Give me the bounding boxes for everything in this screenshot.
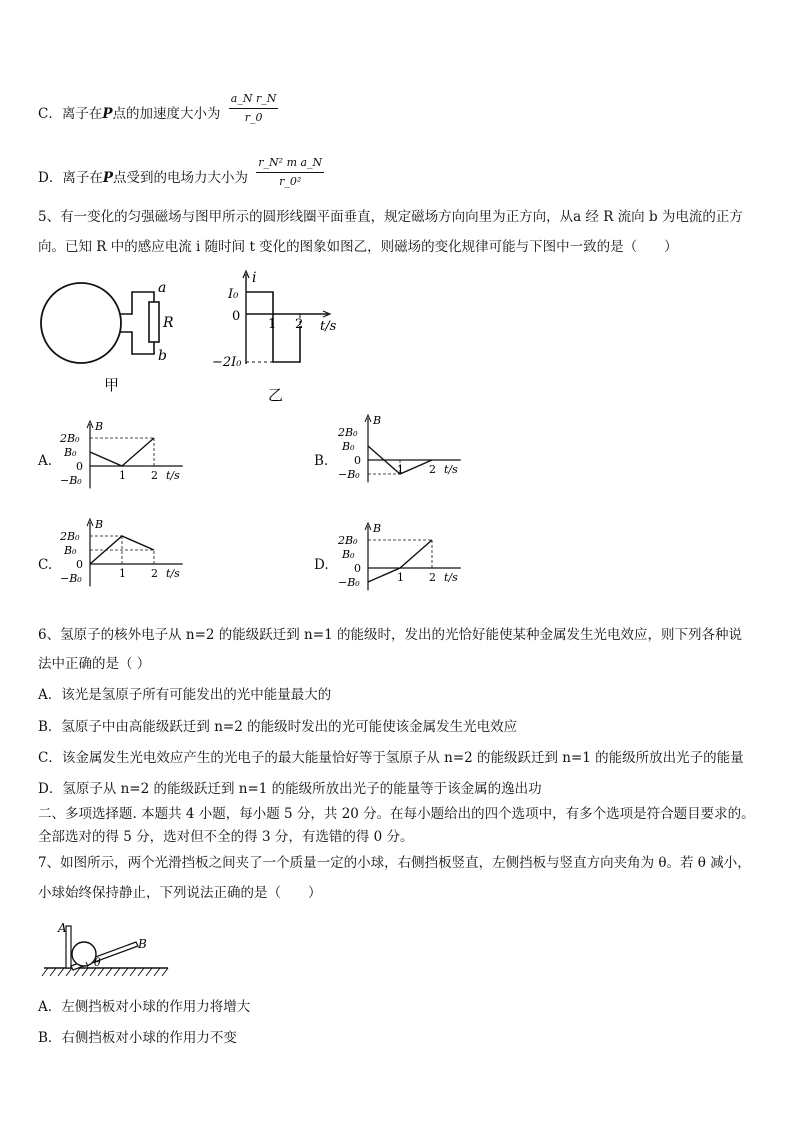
tick-b0: B₀ [64, 446, 77, 459]
q5-option-d-graph[interactable] [336, 520, 476, 606]
q4-optd-suffix: 点受到的电场力大小为 [112, 170, 248, 186]
tick-neg-b0: −B₀ [60, 572, 82, 585]
axis-label-ts: t/s [166, 469, 180, 482]
tick-neg-b0: −B₀ [60, 474, 82, 487]
section2-line1: 二、多项选择题. 本题共 4 小题，每小题 5 分，共 20 分。在每小题给出的四个选项中，有多个选项是符合题目要求的。 [38, 806, 755, 822]
q4-optd-numerator: r_N² m a_N [256, 154, 324, 173]
q6-stem-line2: 法中正确的是（ ） [38, 656, 151, 672]
axis-label-b: B [373, 414, 382, 427]
axis-label-ts: t/s [166, 567, 180, 580]
tick-2b0: 2B₀ [338, 426, 358, 439]
tick-t2: 2 [429, 571, 436, 584]
svg-text:θ: θ [94, 956, 101, 969]
q5-option-c-graph[interactable] [58, 516, 198, 602]
q6-option-c[interactable]: C．该金属发生光电效应产生的光电子的最大能量恰好等于氢原子从 n=2 的能级跃迁到 n=1 的能级所放出光子的能量 [38, 750, 744, 766]
label-b: b [158, 348, 167, 364]
q7-figure [40, 918, 170, 982]
q6-stem-line1: 6、氢原子的核外电子从 n=2 的能级跃迁到 n=1 的能级时，发出的光恰好能使某种金属发生光电效应，则下列各种说 [38, 627, 742, 643]
svg-text:1: 1 [268, 317, 277, 332]
tick-2b0: 2B₀ [60, 530, 80, 543]
q5-stem-line2: 向。已知 R 中的感应电流 i 随时间 t 变化的图象如图乙，则磁场的变化规律可能与下图中一致的是（ ） [38, 239, 678, 255]
q6-option-a[interactable]: A．该光是氢原子所有可能发出的光中能量最大的 [38, 687, 332, 703]
q5-option-a-label[interactable]: A. [38, 453, 53, 469]
q5-figure-jia [36, 278, 186, 398]
label-r: R [163, 315, 174, 331]
tick-t1: 1 [119, 567, 126, 580]
axis-label-b: B [373, 522, 382, 535]
tick-t1: 1 [397, 571, 404, 584]
q4-optc-numerator: a_N r_N [229, 90, 279, 109]
q5-stem-line1 [38, 208, 743, 226]
tick-t1: 1 [119, 469, 126, 482]
tick-2b0: 2B₀ [60, 432, 80, 445]
tick-t1: 1 [397, 463, 404, 476]
resistor-r [149, 302, 159, 342]
tick-zero: 0 [354, 562, 361, 575]
coil-circle [41, 283, 121, 363]
plate-a [66, 926, 71, 968]
b-curve [90, 438, 154, 466]
q5-stem-line1-b: a 经 R 流向 b 为电流的正方 [573, 209, 743, 225]
q4-optd-prefix: D．离子在 [38, 170, 103, 186]
q4-optc-denominator: r_0 [244, 111, 263, 124]
tick-t2: 2 [151, 469, 158, 482]
q7-stem-line2: 小球始终保持静止，下列说法正确的是（ ） [38, 885, 322, 901]
q4-optd-var: P [102, 170, 113, 186]
svg-text:B: B [138, 937, 147, 951]
svg-text:2: 2 [295, 317, 304, 332]
section2-line2: 全部选对的得 5 分，选对但不全的得 3 分，有选错的得 0 分。 [38, 829, 414, 845]
q7-option-a[interactable]: A．左侧挡板对小球的作用力将增大 [38, 999, 251, 1015]
tick-neg-b0: −B₀ [338, 576, 360, 589]
axis-label-b: B [95, 420, 104, 433]
q4-optd-fraction [256, 154, 324, 191]
tick-zero: 0 [76, 460, 83, 473]
tick-b0: B₀ [64, 544, 77, 557]
tick-t2: 2 [429, 463, 436, 476]
label-a: a [158, 280, 167, 296]
q5-option-a-graph[interactable] [58, 418, 198, 504]
q7-option-b[interactable]: B．右侧挡板对小球的作用力不变 [38, 1030, 237, 1046]
tick-2b0: 2B₀ [338, 534, 358, 547]
ball [72, 942, 96, 966]
q6-option-d[interactable]: D．氢原子从 n=2 的能级跃迁到 n=1 的能级所放出光子的能量等于该金属的逸出功 [38, 781, 542, 797]
q4-optd-denominator: r_0² [279, 175, 302, 188]
q5-option-d-label[interactable]: D. [314, 557, 329, 573]
q4-option-c [38, 92, 278, 133]
caption-jia: 甲 [104, 376, 120, 394]
q5-option-b-graph[interactable] [336, 412, 476, 498]
q5-figure-yi [210, 266, 350, 404]
axis-label-ts: t/s [444, 463, 458, 476]
q5-option-b-label[interactable]: B. [314, 453, 329, 469]
axis-label-b: B [95, 518, 104, 531]
tick-t2: 2 [151, 567, 158, 580]
svg-text:I₀: I₀ [228, 287, 239, 302]
tick-neg-b0: −B₀ [338, 468, 360, 481]
caption-yi: 乙 [268, 386, 284, 404]
svg-text:−2I₀: −2I₀ [212, 355, 242, 370]
q4-option-d [38, 156, 324, 197]
q5-stem-line1-a: 5、有一变化的匀强磁场与图甲所示的圆形线圈平面垂直，规定磁场方向向里为正方向，从 [38, 209, 574, 225]
svg-text:t/s: t/s [320, 319, 337, 334]
axis-label-ts: t/s [444, 571, 458, 584]
svg-text:0: 0 [232, 309, 241, 324]
q6-option-b[interactable]: B．氢原子中由高能级跃迁到 n=2 的能级时发出的光可能使该金属发生光电效应 [38, 719, 518, 735]
tick-b0: B₀ [342, 440, 355, 453]
q7-stem-line1: 7、如图所示，两个光滑挡板之间夹了一个质量一定的小球，右侧挡板竖直，左侧挡板与竖直方向夹角为 θ。若 θ 减小， [38, 855, 751, 871]
q5-option-c-label[interactable]: C. [38, 557, 53, 573]
tick-b0: B₀ [342, 548, 355, 561]
q4-optc-suffix: 点的加速度大小为 [112, 106, 221, 122]
svg-text:A: A [58, 921, 67, 935]
q4-optc-prefix: C．离子在 [38, 106, 103, 122]
q4-optc-var: P [102, 106, 113, 122]
tick-zero: 0 [76, 558, 83, 571]
q4-optc-fraction [229, 90, 279, 127]
svg-text:i: i [252, 270, 257, 286]
tick-zero: 0 [354, 454, 361, 467]
